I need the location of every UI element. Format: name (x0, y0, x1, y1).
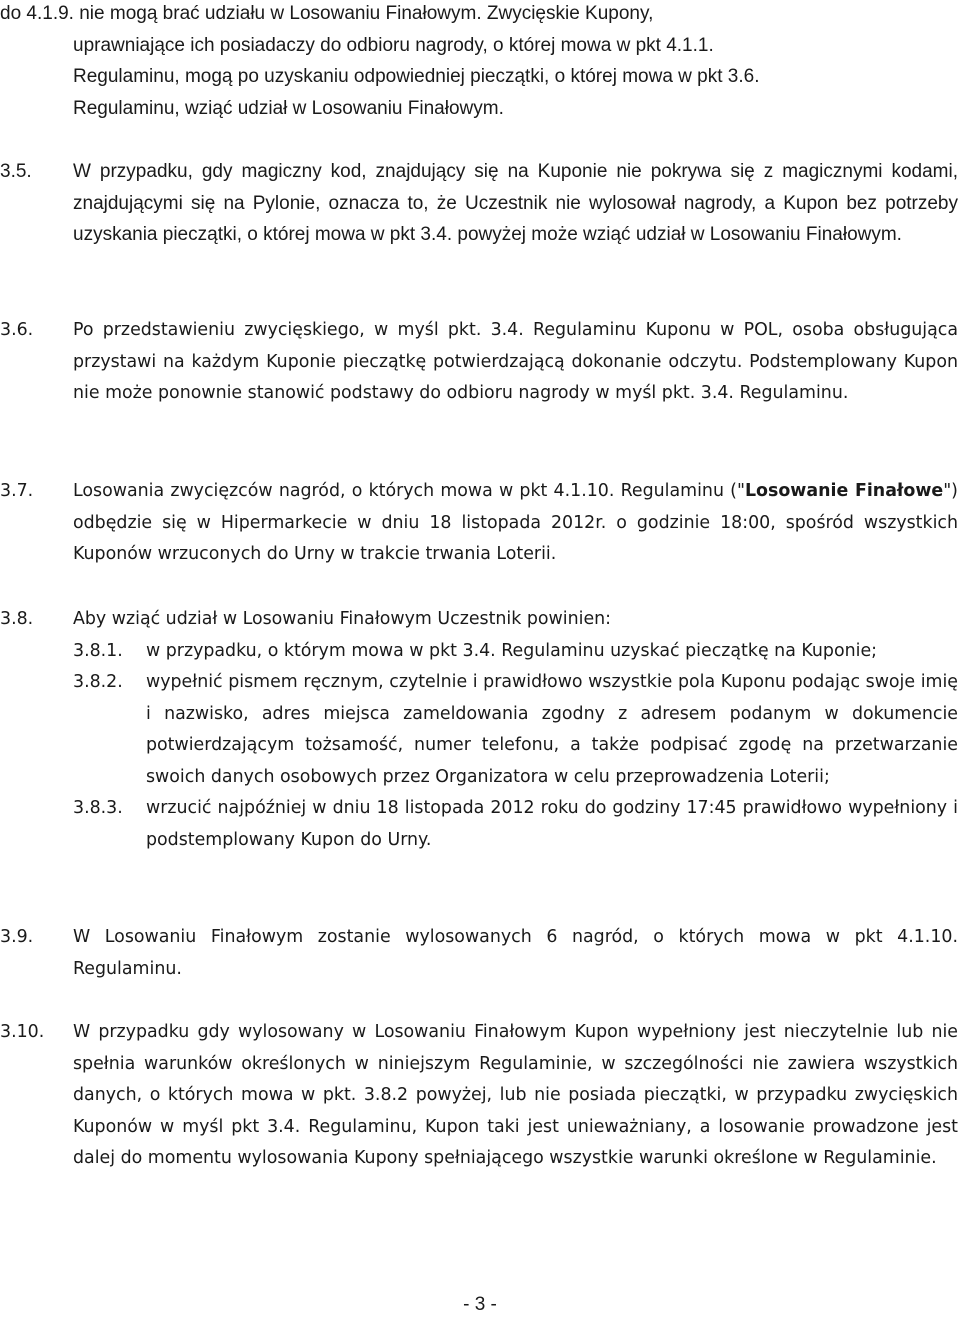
section-text: W przypadku gdy wylosowany w Losowaniu Finałowym Kupon wypełniony jest nieczytelnie lub nie spełnia warunków określonych w niniejszym Regulaminie, w szczególności nie zawiera wszystkich danych, o których mowa w pkt. 3.8.2 powyżej, lub nie posiada pieczątki, w przypadku zwycięskich Kuponów w myśl pkt 3.4. Regulaminu, Kupon taki jest unieważniany, a losowanie prowadzone jest dalej do momentu wylosowania Kupony spełniającego wszystkie warunki określone w Regulaminie. (73, 1022, 958, 1168)
losowanie-finalowe-term: Losowanie Finałowe (744, 481, 944, 501)
subsection-number: 3.8.1. (73, 640, 123, 661)
intro-line-2: uprawniające ich posiadaczy do odbioru nagrody, o której mowa w pkt 4.1.1. (73, 34, 714, 56)
section-3-5 (0, 156, 958, 251)
intro-line-1: do 4.1.9. nie mogą brać udziału w Losowaniu Finałowym. Zwycięskie Kupony, (0, 3, 654, 24)
section-3-7 (0, 476, 958, 571)
intro-line-3: Regulaminu, mogą po uzyskaniu odpowiedniej pieczątki, o której mowa w pkt 3.6. (73, 66, 760, 87)
page-number: - 3 - (463, 1294, 497, 1315)
subsection-3-8-3 (73, 793, 958, 856)
section-3-10 (0, 1017, 958, 1175)
section-number: 3.8. (0, 609, 34, 629)
section-number: 3.7. (0, 481, 34, 501)
subsection-3-8-1 (73, 636, 958, 668)
section-text-before: Losowania zwycięzców nagród, o których mowa w pkt 4.1.10. Regulaminu (" (73, 481, 745, 501)
subsection-text: wrzucić najpóźniej w dniu 18 listopada 2012 roku do godziny 17:45 prawidłowo wypełniony i podstemplowany Kupon do Urny. (146, 798, 958, 850)
subsection-3-8-2 (73, 667, 958, 793)
section-number: 3.5. (0, 161, 32, 182)
section-number: 3.6. (0, 320, 34, 340)
section-number: 3.9. (0, 927, 34, 947)
section-text: Po przedstawieniu zwycięskiego, w myśl pkt. 3.4. Regulaminu Kuponu w POL, osoba obsługująca przystawi na każdym Kuponie pieczątkę potwierdzającą dokonanie odczytu. Podstemplowany Kupon nie może ponownie stanowić podstawy do odbioru nagrody w myśl pkt. 3.4. Regulaminu. (73, 320, 958, 403)
section-3-6 (0, 315, 958, 410)
subsection-text: w przypadku, o którym mowa w pkt 3.4. Regulaminu uzyskać pieczątkę na Kuponie; (146, 640, 878, 661)
section-3-8 (0, 604, 958, 856)
section-text: W Losowaniu Finałowym zostanie wylosowanych 6 nagród, o których mowa w pkt 4.1.10. Regulaminu. (73, 927, 958, 979)
subsection-number: 3.8.2. (73, 672, 123, 692)
subsection-number: 3.8.3. (73, 798, 123, 818)
section-text-after: ") odbędzie się w Hipermarkecie w dniu 18 listopada 2012r. o godzinie 18:00, spośród wszystkich Kuponów wrzuconych do Urny w trakcie trwania Loterii. (73, 481, 958, 564)
intro-paragraph (0, 0, 960, 124)
section-number: 3.10. (0, 1022, 45, 1042)
subsection-text: wypełnić pismem ręcznym, czytelnie i prawidłowo wszystkie pola Kuponu podając swoje imię i nazwisko, adres miejsca zameldowania zgodny z adresem podanym w dokumencie potwierdzającym tożsamość, numer telefonu, a także podpisać zgodę na przetwarzanie swoich danych osobowych przez Organizatora w celu przeprowadzenia Loterii; (146, 672, 958, 787)
section-text: W przypadku, gdy magiczny kod, znajdujący się na Kuponie nie pokrywa się z magicznymi kodami, znajdującymi się na Pylonie, oznacza to, że Uczestnik nie wylosował nagrody, a Kupon bez potrzeby uzyskania pieczątki, o której mowa w pkt 3.4. powyżej może wziąć udział w Losowaniu Finałowym. (73, 161, 958, 245)
intro-line-4: Regulaminu, wziąć udział w Losowaniu Finałowym. (73, 97, 504, 119)
section-text: Aby wziąć udział w Losowaniu Finałowym Uczestnik powinien: (73, 609, 612, 629)
section-3-9 (0, 922, 958, 985)
section-text (73, 476, 958, 571)
